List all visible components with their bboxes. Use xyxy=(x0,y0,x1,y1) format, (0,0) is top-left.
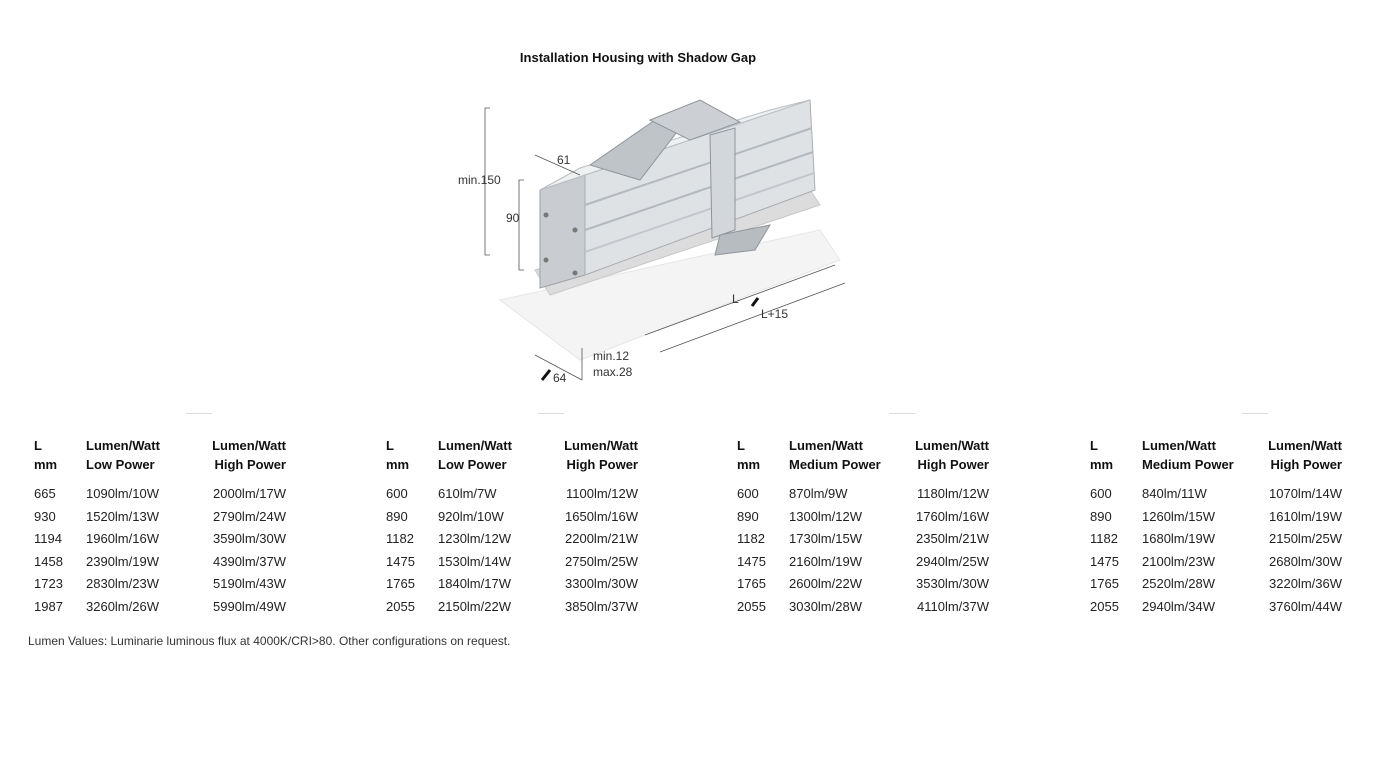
column-header-line: mm xyxy=(737,457,761,472)
screw-dot xyxy=(544,258,549,263)
screw-dot xyxy=(573,228,578,233)
separator xyxy=(1242,413,1268,414)
table-cell: 1475 xyxy=(737,553,766,569)
table-cell: 1765 xyxy=(386,576,415,592)
table-cell: 1182 xyxy=(737,531,765,547)
table-cell: 2150lm/25W xyxy=(1269,531,1342,547)
column-header xyxy=(86,436,160,474)
spec-table xyxy=(737,436,989,626)
table-row xyxy=(34,554,286,576)
housing-illustration xyxy=(440,80,860,400)
column-header-line: L xyxy=(1090,438,1098,453)
table-cell: 920lm/10W xyxy=(438,508,504,524)
table-cell: 2830lm/23W xyxy=(86,576,159,592)
column-header xyxy=(1268,436,1342,474)
table-cell: 1960lm/16W xyxy=(86,531,159,547)
table-cell: 2200lm/21W xyxy=(565,531,638,547)
table-row xyxy=(386,531,638,553)
table-row xyxy=(34,486,286,508)
table-row xyxy=(386,509,638,531)
column-header-line: Lumen/Watt xyxy=(86,438,160,453)
dim-max28-label: max.28 xyxy=(593,365,633,379)
dim-tick xyxy=(542,370,550,380)
dim-90-label: 90 xyxy=(506,211,520,225)
table-cell: 2940lm/34W xyxy=(1142,599,1215,614)
spec-table xyxy=(34,436,286,626)
column-header xyxy=(386,436,409,474)
spec-table xyxy=(1090,436,1342,626)
column-header-line: Low Power xyxy=(438,457,507,472)
table-cell: 1530lm/14W xyxy=(438,553,511,569)
table-cell: 2940lm/25W xyxy=(916,553,989,569)
table-row xyxy=(386,486,638,508)
table-row xyxy=(386,599,638,621)
table-cell: 4390lm/37W xyxy=(213,553,286,569)
table-cell: 665 xyxy=(34,486,56,501)
table-cell: 1300lm/12W xyxy=(789,508,862,524)
table-cell: 930 xyxy=(34,508,56,524)
table-cell: 1230lm/12W xyxy=(438,531,511,547)
table-cell: 890 xyxy=(1090,508,1112,524)
bracket-leg xyxy=(710,128,735,238)
table-cell: 1260lm/15W xyxy=(1142,508,1215,524)
column-header xyxy=(1090,436,1113,474)
table-row xyxy=(737,531,989,553)
column-header-line: L xyxy=(737,438,745,453)
spec-table xyxy=(386,436,638,626)
table-cell: 1182 xyxy=(1090,531,1118,547)
column-header xyxy=(564,436,638,474)
table-row xyxy=(386,576,638,598)
column-header-line: mm xyxy=(386,457,410,472)
table-cell: 1610lm/19W xyxy=(1269,508,1342,524)
table-cell: 1765 xyxy=(737,576,766,592)
table-cell: 1680lm/19W xyxy=(1142,531,1215,547)
table-cell: 1520lm/13W xyxy=(86,508,159,524)
table-row xyxy=(34,599,286,621)
table-cell: 2390lm/19W xyxy=(86,553,159,569)
column-header-line: mm xyxy=(1090,457,1114,472)
table-cell: 3530lm/30W xyxy=(916,576,989,592)
table-row xyxy=(1090,576,1342,598)
column-header-line: Low Power xyxy=(86,457,155,472)
table-cell: 4110lm/37W xyxy=(916,599,989,614)
table-row xyxy=(1090,554,1342,576)
column-header-line: Lumen/Watt xyxy=(212,438,286,453)
table-cell: 600 xyxy=(737,486,759,501)
table-cell: 3220lm/36W xyxy=(1269,576,1342,592)
table-cell: 1765 xyxy=(1090,576,1119,592)
dim-min12-label: min.12 xyxy=(593,349,630,363)
dim-64-label: 64 xyxy=(553,371,567,385)
table-cell: 2055 xyxy=(1090,599,1119,614)
table-cell: 610lm/7W xyxy=(438,486,497,501)
table-cell: 1840lm/17W xyxy=(438,576,511,592)
column-header-line: Medium Power xyxy=(1142,457,1234,472)
table-cell: 2520lm/28W xyxy=(1142,576,1215,592)
column-header-line: High Power xyxy=(917,457,989,472)
table-cell: 3760lm/44W xyxy=(1269,599,1342,614)
screw-dot xyxy=(573,271,578,276)
table-cell: 1650lm/16W xyxy=(565,508,638,524)
housing-front-face xyxy=(540,175,585,288)
table-cell: 1475 xyxy=(1090,553,1119,569)
column-header-line: High Power xyxy=(566,457,638,472)
table-cell: 1182 xyxy=(386,531,414,547)
table-cell: 1723 xyxy=(34,576,63,592)
table-cell: 5190lm/43W xyxy=(213,576,286,592)
table-cell: 1070lm/14W xyxy=(1269,486,1342,501)
column-header-line: Lumen/Watt xyxy=(915,438,989,453)
column-header xyxy=(1142,436,1234,474)
table-cell: 1180lm/12W xyxy=(916,486,989,501)
table-cell: 2680lm/30W xyxy=(1269,553,1342,569)
table-cell: 1194 xyxy=(34,531,62,547)
table-row xyxy=(737,599,989,621)
dim-L-label: L xyxy=(732,292,739,306)
table-row xyxy=(737,486,989,508)
table-row xyxy=(386,554,638,576)
table-cell: 2100lm/23W xyxy=(1142,553,1215,569)
table-cell: 2350lm/21W xyxy=(916,531,989,547)
dim-L15-label: L+15 xyxy=(761,307,789,321)
separator xyxy=(186,413,212,414)
table-cell: 600 xyxy=(1090,486,1112,501)
table-cell: 3850lm/37W xyxy=(565,599,638,614)
table-cell: 1760lm/16W xyxy=(916,508,989,524)
table-cell: 890 xyxy=(386,508,408,524)
column-header-line: L xyxy=(386,438,394,453)
table-row xyxy=(34,531,286,553)
table-cell: 3300lm/30W xyxy=(565,576,638,592)
column-header xyxy=(915,436,989,474)
page-title: Installation Housing with Shadow Gap xyxy=(519,50,757,65)
table-cell: 1730lm/15W xyxy=(789,531,862,547)
table-cell: 2000lm/17W xyxy=(213,486,286,501)
table-cell: 1475 xyxy=(386,553,415,569)
column-header-line: Lumen/Watt xyxy=(564,438,638,453)
dim-tick xyxy=(752,298,758,306)
table-cell: 2055 xyxy=(737,599,766,614)
table-cell: 2600lm/22W xyxy=(789,576,862,592)
separator xyxy=(889,413,915,414)
table-cell: 870lm/9W xyxy=(789,486,848,501)
table-row xyxy=(737,576,989,598)
table-cell: 840lm/11W xyxy=(1142,486,1207,501)
dim-61-label: 61 xyxy=(557,153,571,167)
table-row xyxy=(737,554,989,576)
table-cell: 1987 xyxy=(34,599,63,614)
column-header-line: Lumen/Watt xyxy=(1142,438,1216,453)
table-cell: 2160lm/19W xyxy=(789,553,862,569)
column-header-line: Lumen/Watt xyxy=(1268,438,1342,453)
column-header-line: Medium Power xyxy=(789,457,881,472)
table-cell: 3590lm/30W xyxy=(213,531,286,547)
screw-dot xyxy=(544,213,549,218)
table-row xyxy=(737,509,989,531)
table-cell: 600 xyxy=(386,486,408,501)
column-header xyxy=(212,436,286,474)
table-cell: 3260lm/26W xyxy=(86,599,159,614)
column-header xyxy=(34,436,57,474)
column-header-line: mm xyxy=(34,457,58,472)
column-header-line: Lumen/Watt xyxy=(789,438,863,453)
dim-line-90 xyxy=(519,180,524,270)
table-row xyxy=(1090,486,1342,508)
column-header-line: High Power xyxy=(214,457,286,472)
table-row xyxy=(1090,599,1342,621)
column-header xyxy=(737,436,760,474)
housing-drawing xyxy=(440,80,860,400)
column-header-line: L xyxy=(34,438,42,453)
table-cell: 2750lm/25W xyxy=(565,553,638,569)
table-row xyxy=(1090,531,1342,553)
table-cell: 2150lm/22W xyxy=(438,599,511,614)
column-header xyxy=(789,436,881,474)
table-cell: 5990lm/49W xyxy=(213,599,286,614)
footnote: Lumen Values: Luminarie luminous flux at 4000K/CRI>80. Other configurations on request. xyxy=(28,634,511,648)
table-cell: 1100lm/12W xyxy=(565,486,638,501)
table-cell: 2790lm/24W xyxy=(213,508,286,524)
dim-min150-label: min.150 xyxy=(458,173,501,187)
table-cell: 3030lm/28W xyxy=(789,599,862,614)
column-header-line: High Power xyxy=(1270,457,1342,472)
table-cell: 2055 xyxy=(386,599,415,614)
table-row xyxy=(34,509,286,531)
column-header xyxy=(438,436,512,474)
column-header-line: Lumen/Watt xyxy=(438,438,512,453)
table-row xyxy=(34,576,286,598)
table-row xyxy=(1090,509,1342,531)
table-cell: 1458 xyxy=(34,553,63,569)
separator xyxy=(538,413,564,414)
table-cell: 890 xyxy=(737,508,759,524)
table-cell: 1090lm/10W xyxy=(86,486,159,501)
